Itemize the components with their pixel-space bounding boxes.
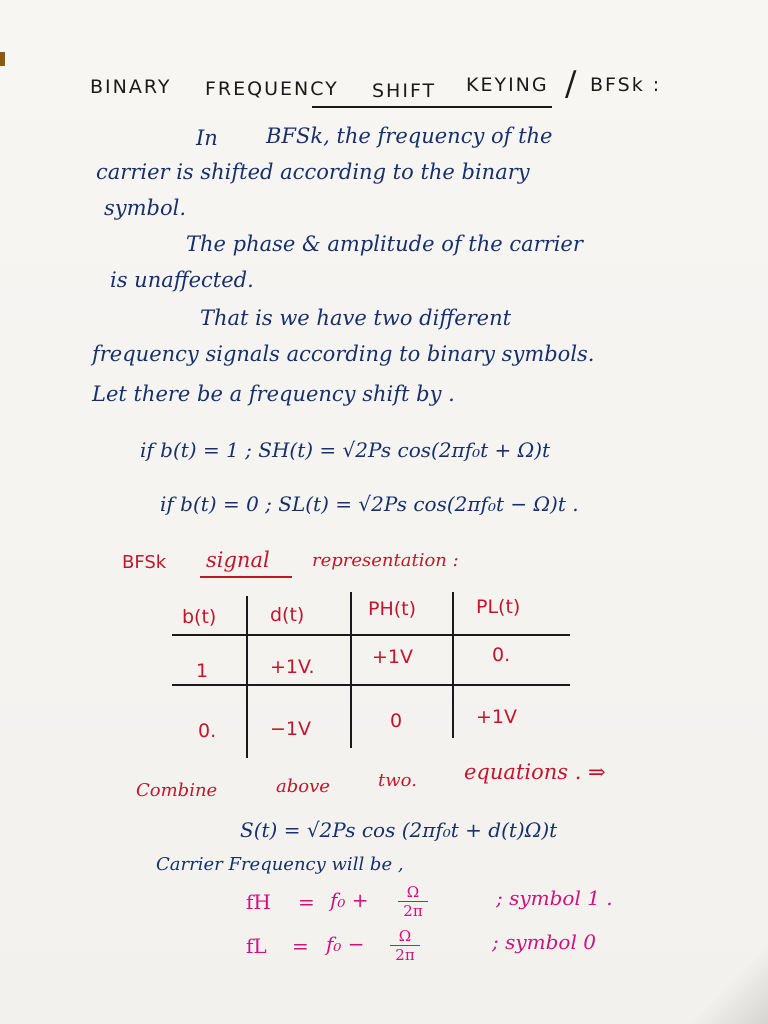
table-header-bt: b(t) — [182, 606, 217, 628]
fh-fraction-num: Ω — [406, 883, 420, 901]
title-underline — [312, 106, 552, 108]
combine-word-4: equations . ⇒ — [464, 760, 606, 784]
that-line-2: frequency signals according to binary symbols. — [92, 342, 595, 366]
combine-word-2: above — [276, 776, 330, 797]
fh-fraction — [398, 884, 428, 919]
fh-equals: = — [298, 890, 315, 914]
table-col-divider-2 — [350, 592, 352, 748]
combine-word-1: Combine — [136, 780, 218, 801]
combined-formula: S(t) = √2Ps cos (2πf₀t + d(t)Ω)t — [240, 818, 558, 842]
table-col-divider-1 — [246, 596, 248, 758]
table-row2-bt: 0. — [198, 720, 217, 742]
carrier-frequency-line: Carrier Frequency will be , — [156, 854, 404, 875]
table-row1-ph: +1V — [372, 646, 414, 668]
fl-lhs: fL — [246, 934, 267, 958]
representation-label-bfsk: BFSk — [122, 552, 167, 573]
phase-line-2: is unaffected. — [110, 268, 254, 292]
page-corner-shadow — [688, 944, 768, 1024]
table-header-dt: d(t) — [270, 604, 305, 626]
table-header-pl: PL(t) — [476, 596, 521, 618]
title-word-binary: BINARY — [90, 76, 172, 98]
fh-lhs: fH — [246, 890, 271, 914]
that-line-1: That is we have two different — [200, 306, 512, 330]
fl-note: ; symbol 0 — [492, 930, 596, 954]
representation-label-signal: signal — [206, 548, 270, 572]
equation-low: if b(t) = 0 ; SL(t) = √2Ps cos(2πf₀t − Ω)t . — [160, 492, 579, 516]
table-row1-bt: 1 — [196, 660, 209, 682]
fl-rhs: f₀ − — [326, 932, 365, 956]
combine-word-3: two. — [378, 770, 417, 791]
table-row1-pl: 0. — [492, 644, 511, 666]
title-word-keying: KEYING — [466, 74, 549, 96]
fl-fraction-num: Ω — [398, 927, 412, 945]
page-edge-mark — [0, 52, 5, 66]
title-word-frequency: FREQUENCY — [205, 78, 339, 100]
table-row1-dt: +1V. — [270, 656, 315, 678]
signal-underline — [200, 576, 292, 578]
fh-note: ; symbol 1 . — [496, 886, 613, 910]
table-header-ph: PH(t) — [368, 598, 417, 620]
intro-line-1b: BFSk, the frequency of the — [266, 124, 553, 148]
intro-line-3: symbol. — [104, 196, 187, 220]
title-abbr: BFSk : — [590, 74, 662, 96]
table-row2-ph: 0 — [390, 710, 403, 732]
table-col-divider-3 — [452, 592, 454, 738]
fl-fraction — [390, 928, 420, 963]
phase-line-1: The phase & amplitude of the carrier — [186, 232, 583, 256]
fl-equals: = — [292, 934, 309, 958]
equation-high: if b(t) = 1 ; SH(t) = √2Ps cos(2πf₀t + Ω)t — [140, 438, 551, 462]
table-row2-pl: +1V — [476, 706, 518, 728]
title-word-shift: SHIFT — [372, 80, 437, 102]
table-row-rule — [172, 684, 570, 686]
title-slash: / — [565, 64, 577, 104]
fl-fraction-den: 2π — [395, 946, 415, 964]
fh-fraction-den: 2π — [403, 902, 423, 920]
representation-label-text: representation : — [312, 550, 459, 571]
intro-line-2: carrier is shifted according to the binary — [96, 160, 530, 184]
table-header-rule — [172, 634, 570, 636]
fh-rhs: f₀ + — [330, 888, 369, 912]
that-line-3: Let there be a frequency shift by . — [92, 382, 455, 406]
table-row2-dt: −1V — [270, 718, 312, 740]
intro-line-1a: In — [196, 126, 218, 150]
